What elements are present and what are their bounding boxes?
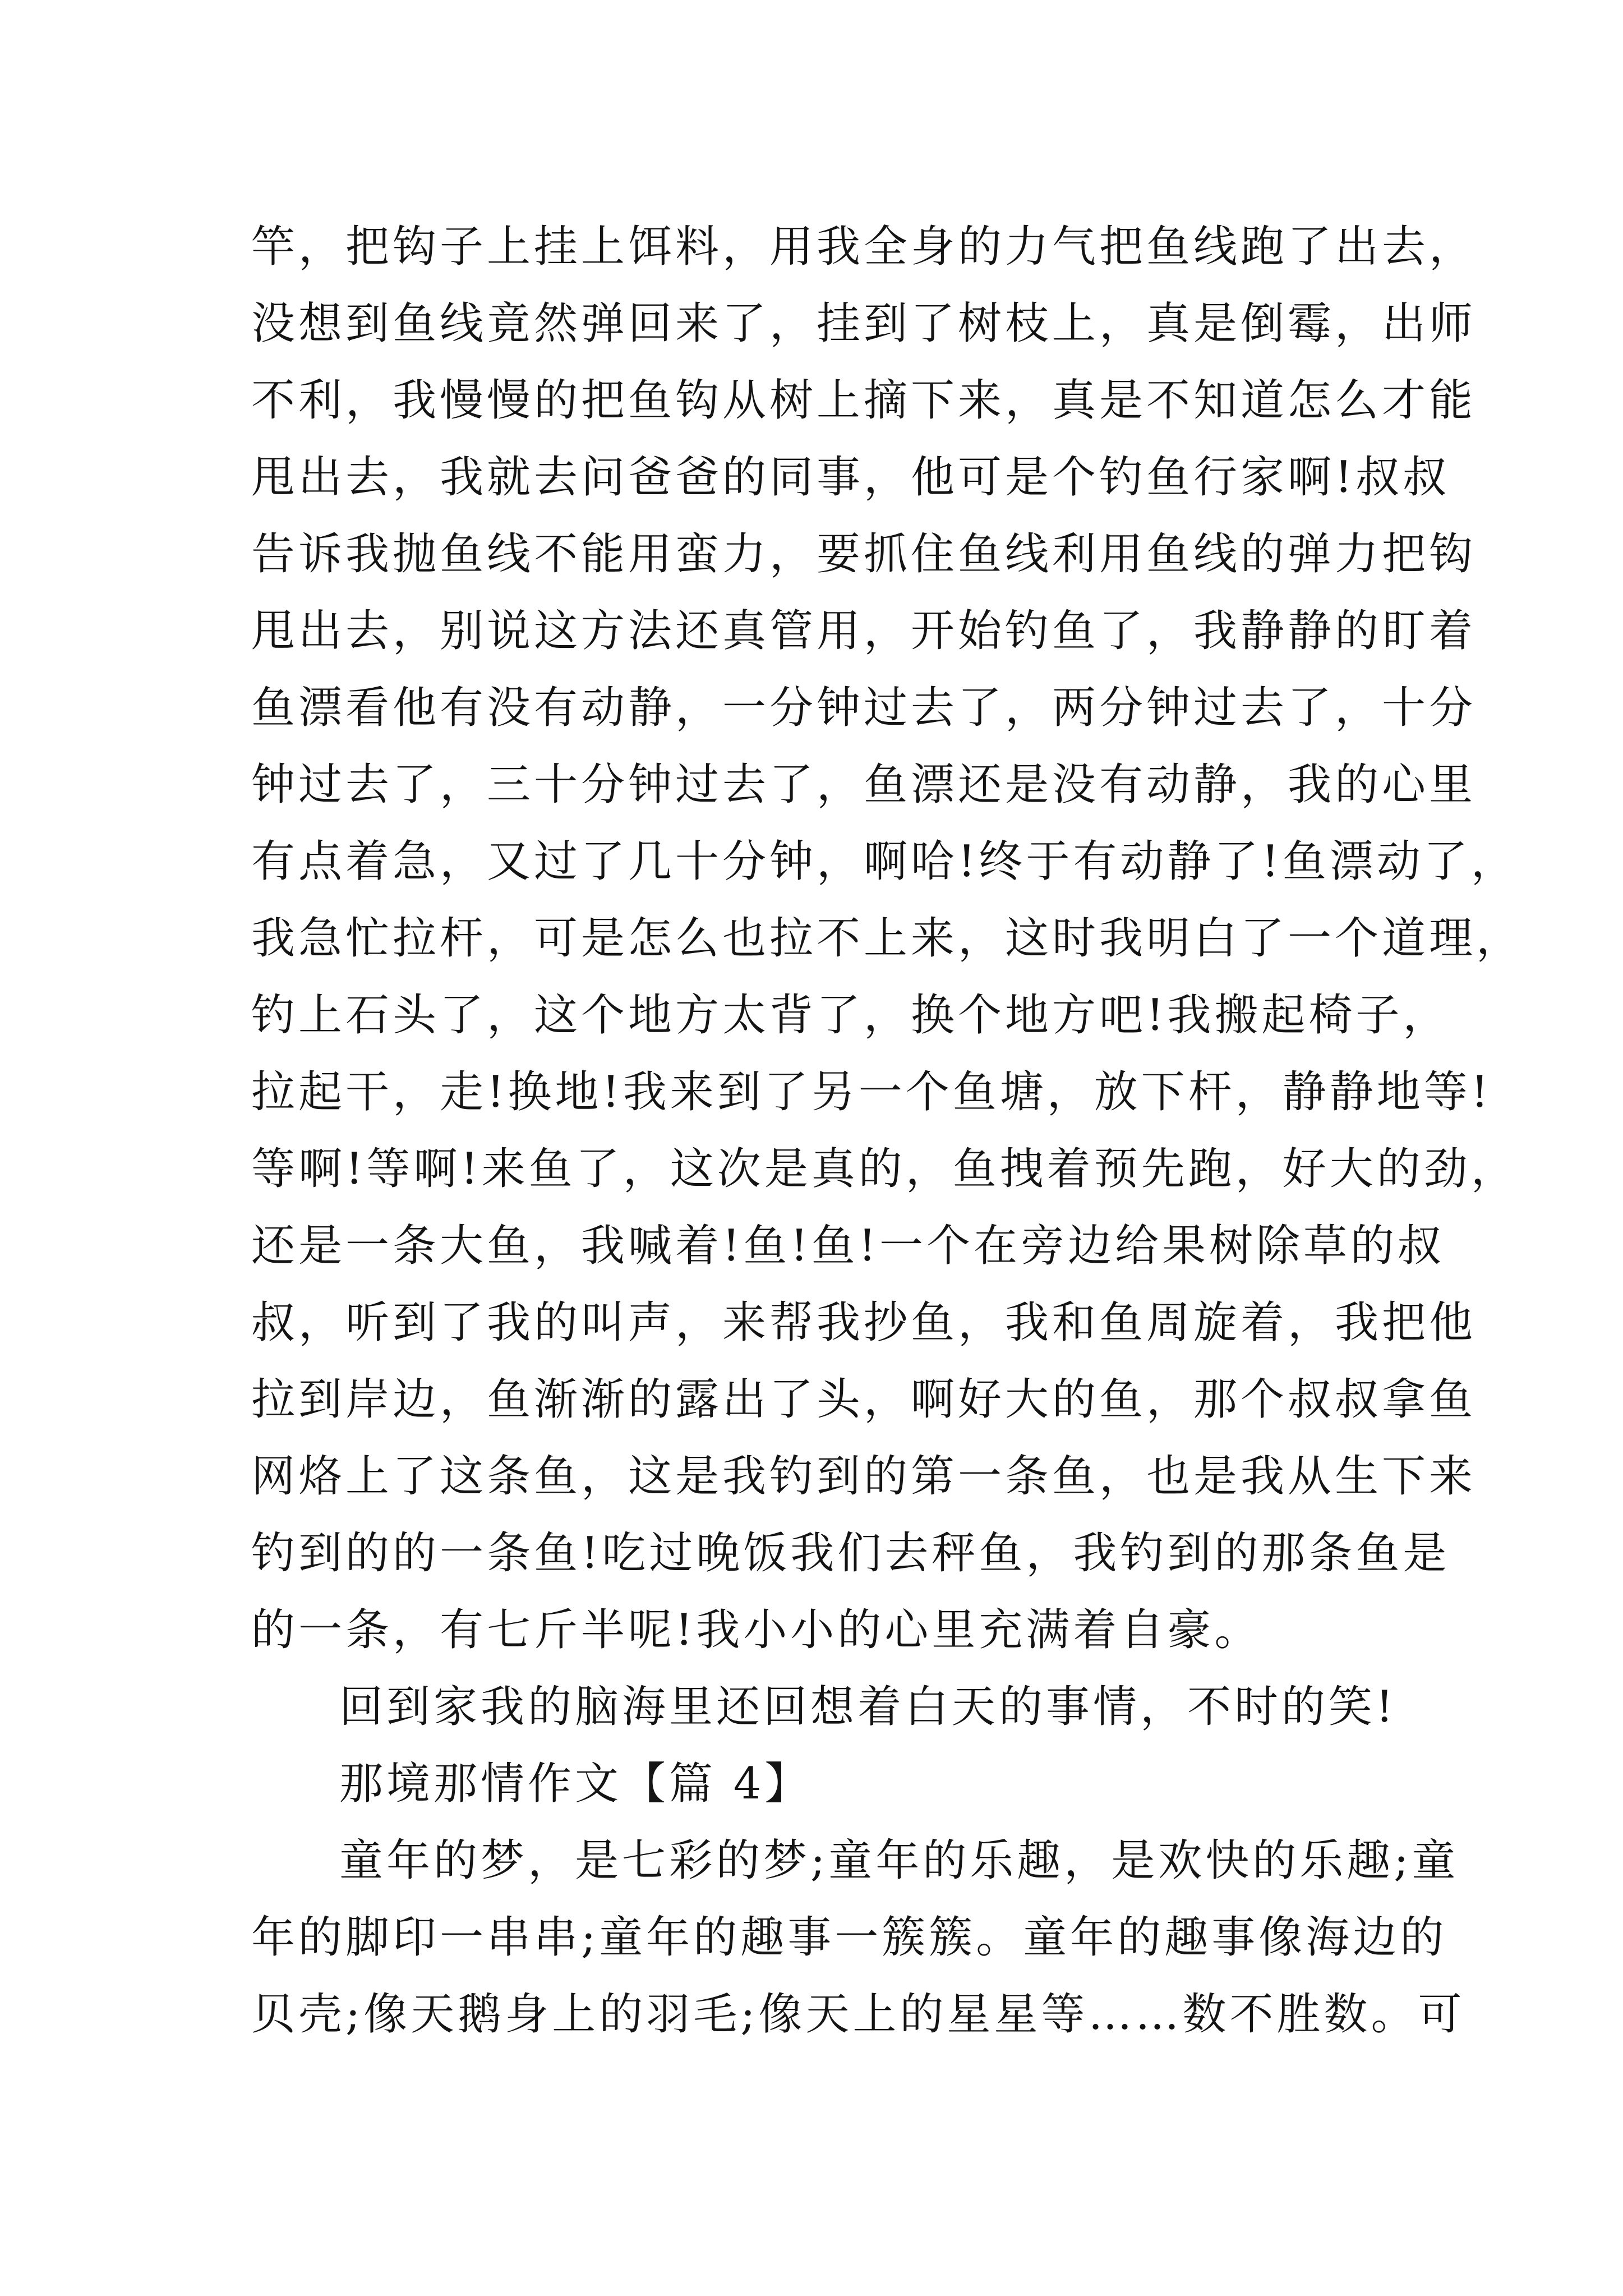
paragraph-line: 竿，把钩子上挂上饵料，用我全身的力气把鱼线跑了出去，: [251, 222, 1477, 272]
section-heading: 那境那情作文【篇 4】: [339, 1759, 812, 1809]
paragraph-line: 等啊!等啊!来鱼了，这次是真的，鱼拽着预先跑，好大的劲，: [251, 1144, 1518, 1194]
paragraph-line: 钟过去了，三十分钟过去了，鱼漂还是没有动静，我的心里: [251, 760, 1477, 810]
paragraph-line: 甩出去，别说这方法还真管用，开始钓鱼了，我静静的盯着: [251, 606, 1477, 656]
paragraph-line: 告诉我抛鱼线不能用蛮力，要抓住鱼线利用鱼线的弹力把钩: [251, 529, 1477, 579]
paragraph-line: 还是一条大鱼，我喊着!鱼!鱼!一个在旁边给果树除草的叔: [251, 1221, 1445, 1271]
paragraph-line: 我急忙拉杆，可是怎么也拉不上来，这时我明白了一个道理，: [251, 913, 1524, 964]
paragraph-line: 童年的梦，是七彩的梦;童年的乐趣，是欢快的乐趣;童: [339, 1835, 1459, 1886]
paragraph-line: 钓上石头了，这个地方太背了，换个地方吧!我搬起椅子，: [251, 990, 1450, 1041]
paragraph-line: 甩出去，我就去问爸爸的同事，他可是个钓鱼行家啊!叔叔: [251, 452, 1450, 503]
paragraph-line: 有点着急，又过了几十分钟，啊哈!终于有动静了!鱼漂动了，: [251, 836, 1518, 887]
paragraph-line: 鱼漂看他有没有动静，一分钟过去了，两分钟过去了，十分: [251, 683, 1477, 733]
paragraph-line: 叔，听到了我的叫声，来帮我抄鱼，我和鱼周旋着，我把他: [251, 1297, 1477, 1348]
paragraph-line: 钓到的的一条鱼!吃过晚饭我们去秤鱼，我钓到的那条鱼是: [251, 1528, 1450, 1579]
paragraph-line: 的一条，有七斤半呢!我小小的心里充满着自豪。: [251, 1605, 1262, 1655]
paragraph-line: 没想到鱼线竟然弹回来了，挂到了树枝上，真是倒霉，出师: [251, 298, 1477, 349]
paragraph-line: 年的脚印一串串;童年的趣事一簇簇。童年的趣事像海边的: [251, 1912, 1447, 1963]
paragraph-line: 不利，我慢慢的把鱼钩从树上摘下来，真是不知道怎么才能: [251, 375, 1477, 426]
paragraph-line: 网烙上了这条鱼，这是我钓到的第一条鱼，也是我从生下来: [251, 1451, 1477, 1502]
paragraph-line: 拉到岸边，鱼渐渐的露出了头，啊好大的鱼，那个叔叔拿鱼: [251, 1374, 1477, 1425]
paragraph-line: 贝壳;像天鹅身上的羽毛;像天上的星星等……数不胜数。可: [251, 1989, 1465, 2040]
paragraph-line: 回到家我的脑海里还回想着白天的事情，不时的笑!: [339, 1682, 1397, 1732]
paragraph-line: 拉起干，走!换地!我来到了另一个鱼塘，放下杆，静静地等!: [251, 1067, 1492, 1117]
